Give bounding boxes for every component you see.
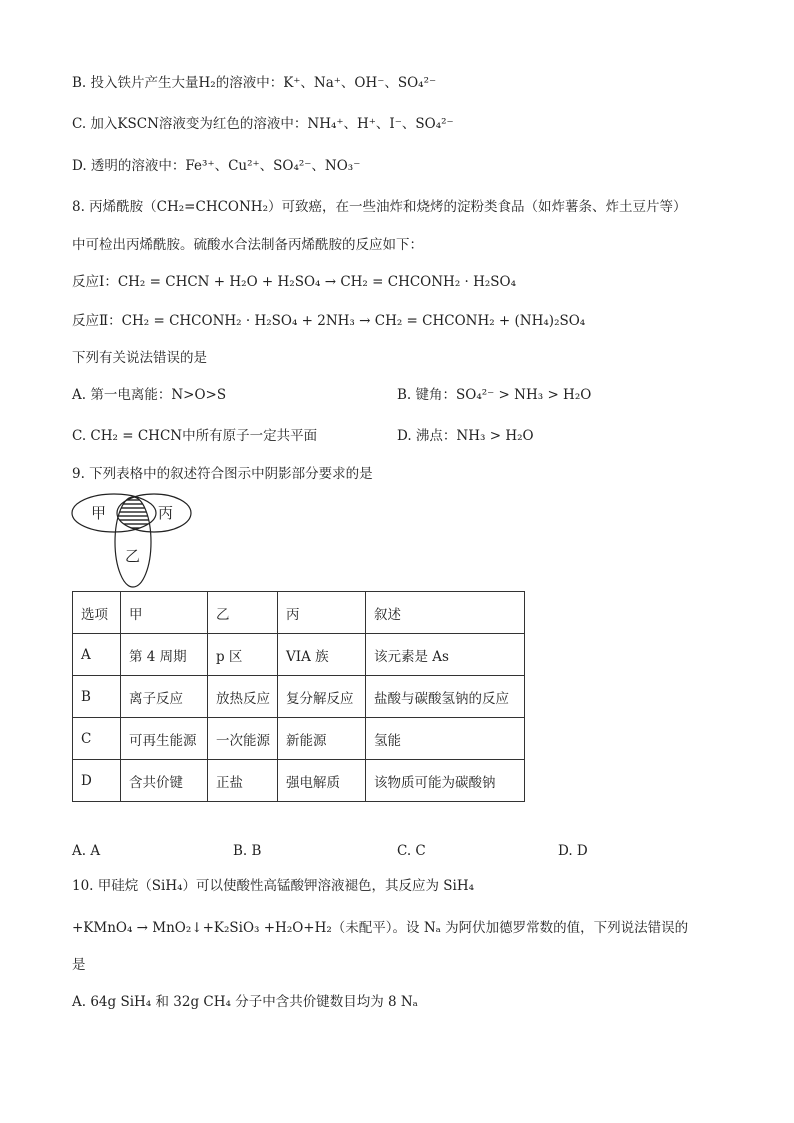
table-cell: 离子反应 xyxy=(121,676,208,718)
q8-question: 下列有关说法错误的是 xyxy=(72,350,207,366)
table-cell: 可再生能源 xyxy=(121,718,208,760)
table-header-cell: 选项 xyxy=(73,592,121,634)
table-cell: p 区 xyxy=(208,634,278,676)
table-cell: 强电解质 xyxy=(278,760,366,802)
q7-option-c: C. 加入KSCN溶液变为红色的溶液中：NH₄⁺、H⁺、I⁻、SO₄²⁻ xyxy=(72,116,454,132)
table-row xyxy=(73,760,525,802)
table-cell: 放热反应 xyxy=(208,676,278,718)
q8-option-b: B. 键角：SO₄²⁻ > NH₃ > H₂O xyxy=(397,387,592,403)
table-cell: C xyxy=(73,718,121,760)
q9-option-a: A. A xyxy=(72,843,101,859)
table-cell: D xyxy=(73,760,121,802)
table-cell: VIA 族 xyxy=(278,634,366,676)
q8-stem-line-1: 8. 丙烯酰胺（CH₂=CHCONH₂）可致癌，在一些油炸和烧烤的淀粉类食品（如炸薯条、炸土豆片等） xyxy=(72,199,687,215)
table-header-cell: 甲 xyxy=(121,592,208,634)
q10-stem-line-1: 10. 甲硅烷（SiH₄）可以使酸性高锰酸钾溶液褪色，其反应为 SiH₄ xyxy=(72,878,475,894)
table-cell: 正盐 xyxy=(208,760,278,802)
q8-stem-line-2: 中可检出丙烯酰胺。硫酸水合法制备丙烯酰胺的反应如下： xyxy=(72,237,423,253)
table-header-cell: 乙 xyxy=(208,592,278,634)
table-cell: 该物质可能为碳酸钠 xyxy=(366,760,525,802)
q7-option-d: D. 透明的溶液中：Fe³⁺、Cu²⁺、SO₄²⁻、NO₃⁻ xyxy=(72,158,361,174)
table-cell: 含共价键 xyxy=(121,760,208,802)
table-header-cell: 叙述 xyxy=(366,592,525,634)
venn-label-jia: 甲 xyxy=(91,504,107,522)
q8-option-c: C. CH₂ = CHCN中所有原子一定共平面 xyxy=(72,428,318,444)
q7-option-b: B. 投入铁片产生大量H₂的溶液中：K⁺、Na⁺、OH⁻、SO₄²⁻ xyxy=(72,75,437,91)
table-cell: 复分解反应 xyxy=(278,676,366,718)
table-header-row xyxy=(73,592,525,634)
venn-label-bing: 丙 xyxy=(158,504,174,522)
q10-option-a: A. 64g SiH₄ 和 32g CH₄ 分子中含共价键数目均为 8 Nₐ xyxy=(72,994,418,1010)
venn-label-yi: 乙 xyxy=(125,547,141,565)
q9-stem: 9. 下列表格中的叙述符合图示中阴影部分要求的是 xyxy=(72,466,373,482)
q9-option-c: C. C xyxy=(397,843,426,859)
table-row xyxy=(73,718,525,760)
q8-reaction-2: 反应Ⅱ：CH₂ = CHCONH₂ · H₂SO₄ + 2NH₃ → CH₂ = CHCONH₂ + (NH₄)₂SO₄ xyxy=(72,313,586,329)
table-row xyxy=(73,676,525,718)
q10-stem-line-3: 是 xyxy=(72,957,86,973)
table-cell: 第 4 周期 xyxy=(121,634,208,676)
table-row xyxy=(73,634,525,676)
q8-option-d: D. 沸点：NH₃ > H₂O xyxy=(397,428,534,444)
table-cell: A xyxy=(73,634,121,676)
table-cell: 一次能源 xyxy=(208,718,278,760)
q9-option-d: D. D xyxy=(558,843,588,859)
q9-table xyxy=(72,591,525,802)
table-cell: 氢能 xyxy=(366,718,525,760)
q8-reaction-1: 反应Ⅰ：CH₂ = CHCN + H₂O + H₂SO₄ → CH₂ = CHCONH₂ · H₂SO₄ xyxy=(72,274,517,290)
q9-option-b: B. B xyxy=(233,843,262,859)
q8-option-a: A. 第一电离能：N>O>S xyxy=(72,387,227,403)
table-cell: 新能源 xyxy=(278,718,366,760)
table-header-cell: 丙 xyxy=(278,592,366,634)
venn-diagram xyxy=(66,490,206,590)
q10-stem-line-2: +KMnO₄ → MnO₂↓+K₂SiO₃ +H₂O+H₂（未配平）。设 Nₐ 为阿伏加德罗常数的值，下列说法错误的 xyxy=(72,920,689,936)
table-cell: B xyxy=(73,676,121,718)
table-cell: 盐酸与碳酸氢钠的反应 xyxy=(366,676,525,718)
table-cell: 该元素是 As xyxy=(366,634,525,676)
